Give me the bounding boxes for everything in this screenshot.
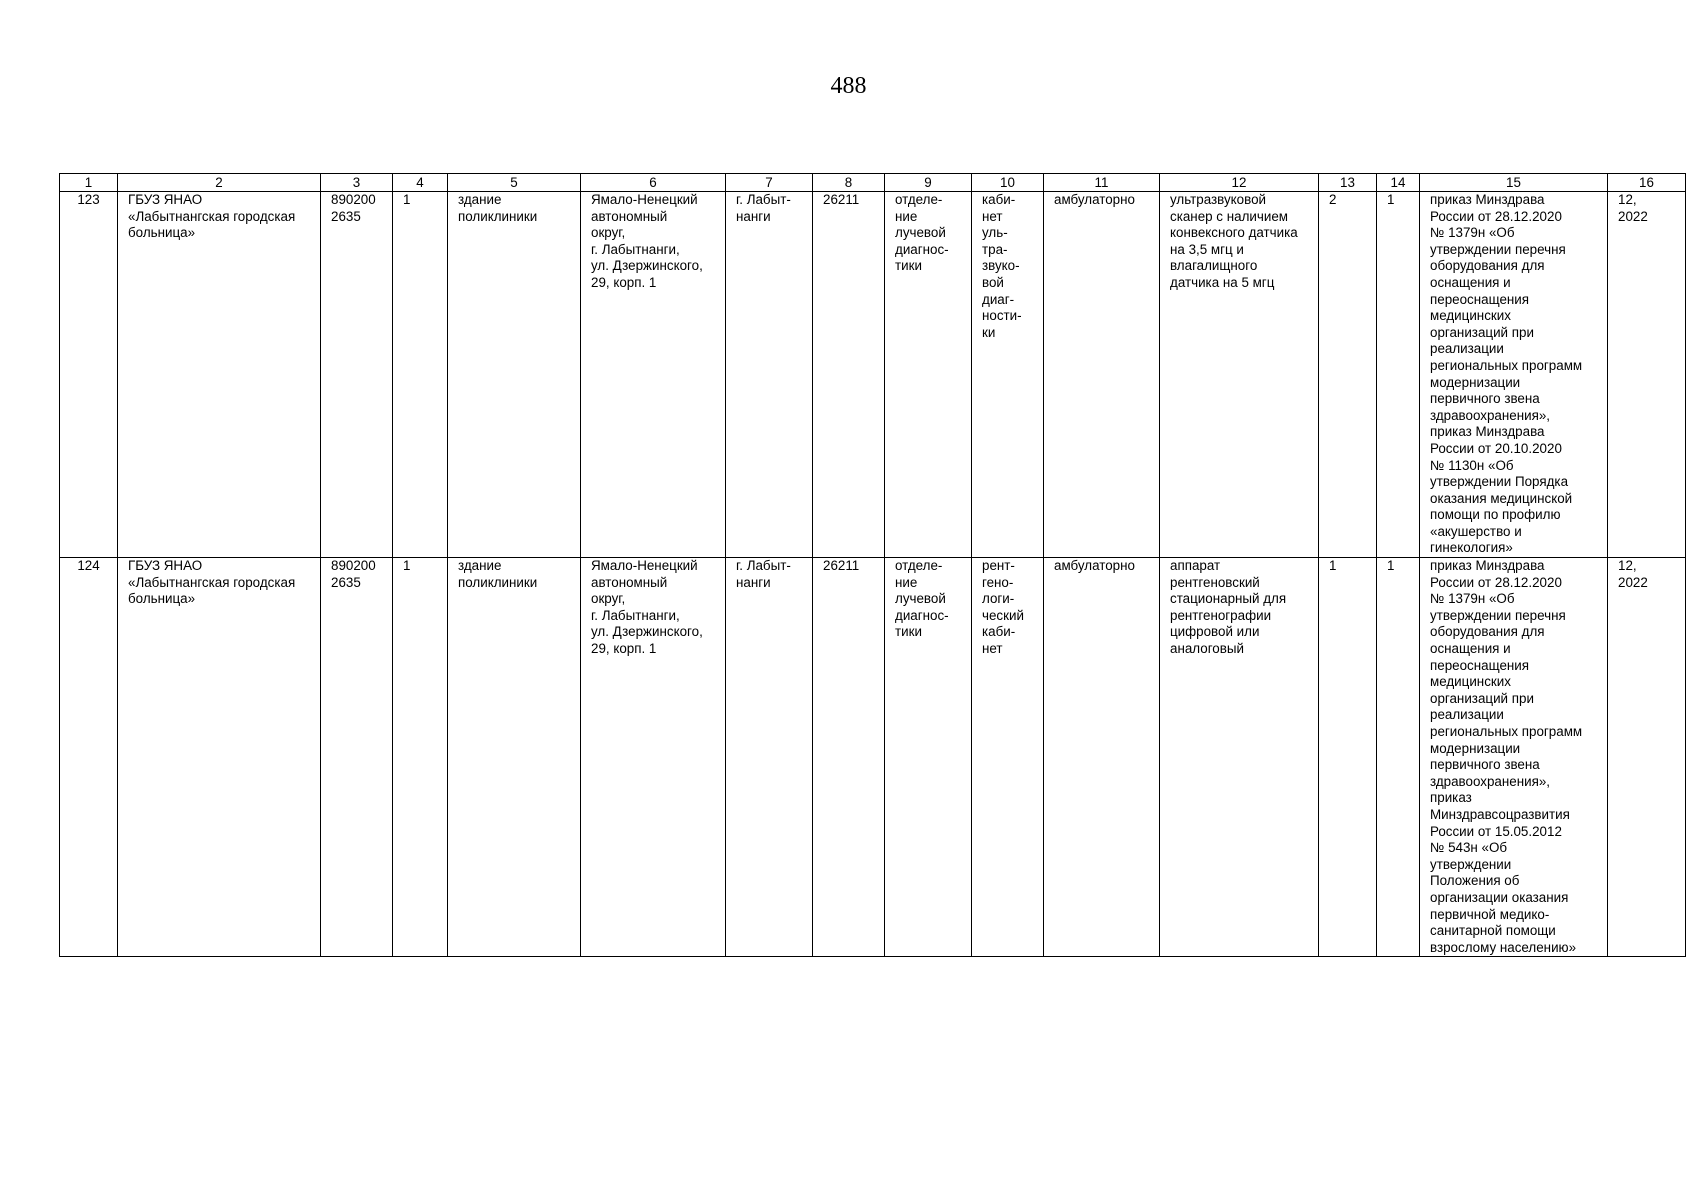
equipment-cell: ультразвуковой сканер с наличием конвексного датчика на 3,5 мгц и влагалищного датчика на 5 мгц <box>1160 192 1319 558</box>
table-cell: 1 <box>1377 192 1420 558</box>
quantity-cell: 2 <box>1319 192 1377 558</box>
column-header: 8 <box>813 174 885 192</box>
row-number-cell: 124 <box>60 558 118 957</box>
city-cell: г. Лабыт- нанги <box>726 192 813 558</box>
room-cell: каби- нет уль- тра- звуко- вой диаг- ности- ки <box>972 192 1044 558</box>
address-cell: Ямало-Ненецкий автономный округ, г. Лабытнанги, ул. Дзержинского, 29, корп. 1 <box>581 558 726 957</box>
organization-cell: ГБУЗ ЯНАО «Лабытнангская городская больница» <box>118 558 321 957</box>
column-header: 5 <box>448 174 581 192</box>
department-cell: отделе- ние лучевой диагнос- тики <box>885 558 972 957</box>
care-type-cell: амбулаторно <box>1044 558 1160 957</box>
equipment-cell: аппарат рентгеновский стационарный для рентгенографии цифровой или аналоговый <box>1160 558 1319 957</box>
column-header: 2 <box>118 174 321 192</box>
period-cell: 12, 2022 <box>1608 192 1686 558</box>
table-cell: 1 <box>1377 558 1420 957</box>
equipment-table <box>59 173 1686 957</box>
column-header: 12 <box>1160 174 1319 192</box>
table-cell: 1 <box>393 558 448 957</box>
department-cell: отделе- ние лучевой диагнос- тики <box>885 192 972 558</box>
care-type-cell: амбулаторно <box>1044 192 1160 558</box>
column-header: 7 <box>726 174 813 192</box>
row-number-cell: 123 <box>60 192 118 558</box>
room-cell: рент- гено- логи- ческий каби- нет <box>972 558 1044 957</box>
address-cell: Ямало-Ненецкий автономный округ, г. Лабытнанги, ул. Дзержинского, 29, корп. 1 <box>581 192 726 558</box>
column-header: 16 <box>1608 174 1686 192</box>
table-cell: 1 <box>393 192 448 558</box>
legal-basis-cell: приказ Минздрава России от 28.12.2020 № 1379н «Об утверждении перечня оборудования для оснащения и переоснащения медицинских организаций при реализации региональных программ модернизации первичного звена здравоохранения», приказ Минздравсоцразвития России от 15.05.2012 № 543н «Об утверждении Положения об организации оказания первичной медико- санитарной помощи взрослому населению» <box>1420 558 1608 957</box>
code-cell: 26211 <box>813 192 885 558</box>
code-cell: 26211 <box>813 558 885 957</box>
column-header: 1 <box>60 174 118 192</box>
column-header: 4 <box>393 174 448 192</box>
column-header: 11 <box>1044 174 1160 192</box>
organization-cell: ГБУЗ ЯНАО «Лабытнангская городская больница» <box>118 192 321 558</box>
column-header: 15 <box>1420 174 1608 192</box>
building-cell: здание поликлиники <box>448 192 581 558</box>
building-cell: здание поликлиники <box>448 558 581 957</box>
inn-cell: 890200 2635 <box>321 558 393 957</box>
inn-cell: 890200 2635 <box>321 192 393 558</box>
quantity-cell: 1 <box>1319 558 1377 957</box>
table-row <box>60 558 1686 957</box>
period-cell: 12, 2022 <box>1608 558 1686 957</box>
column-number-row <box>60 174 1686 192</box>
legal-basis-cell: приказ Минздрава России от 28.12.2020 № 1379н «Об утверждении перечня оборудования для оснащения и переоснащения медицинских организаций при реализации региональных программ модернизации первичного звена здравоохранения», приказ Минздрава России от 20.10.2020 № 1130н «Об утверждении Порядка оказания медицинской помощи по профилю «акушерство и гинекология» <box>1420 192 1608 558</box>
column-header: 14 <box>1377 174 1420 192</box>
page-number: 488 <box>830 73 867 99</box>
column-header: 3 <box>321 174 393 192</box>
city-cell: г. Лабыт- нанги <box>726 558 813 957</box>
column-header: 9 <box>885 174 972 192</box>
column-header: 10 <box>972 174 1044 192</box>
column-header: 13 <box>1319 174 1377 192</box>
table-row <box>60 192 1686 558</box>
column-header: 6 <box>581 174 726 192</box>
